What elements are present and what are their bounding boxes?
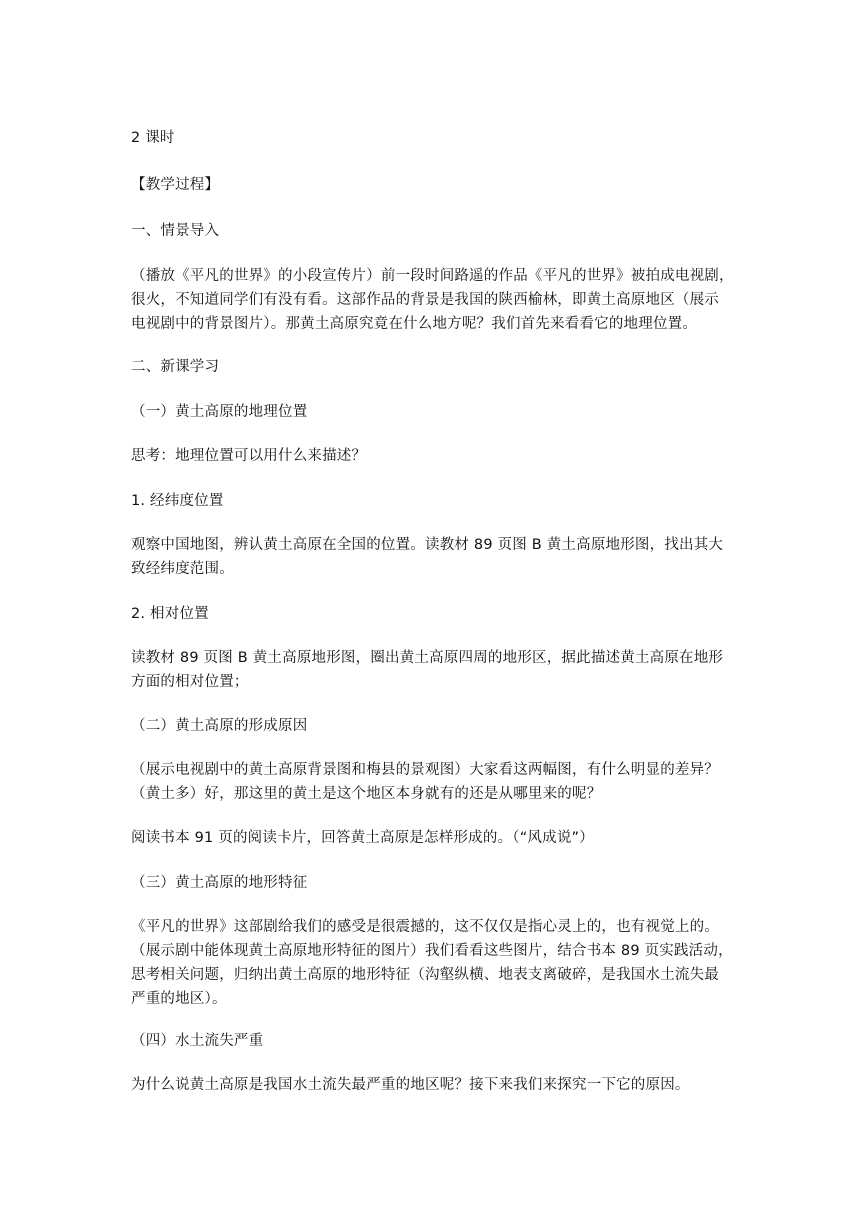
sub1-heading: （一）黄土高原的地理位置	[131, 404, 308, 420]
sub3-line: （展示剧中能体现黄土高原地形特征的图片）我们看看这些图片，结合书本 89 页实践活动，	[131, 943, 733, 959]
point1-line: 观察中国地图，辨认黄土高原在全国的位置。读教材 89 页图 B 黄土高原地形图，找出其大	[131, 537, 724, 553]
sub3-heading: （三）黄土高原的地形特征	[131, 875, 308, 891]
point1-line: 致经纬度范围。	[131, 561, 234, 577]
sub3-line: 思考相关问题，归纳出黄土高原的地形特征（沟壑纵横、地表支离破碎，是我国水土流失最	[131, 967, 719, 983]
intro-paragraph	[131, 264, 734, 336]
point2-line: 读教材 89 页图 B 黄土高原地形图，圈出黄土高原四周的地形区，据此描述黄土高原在地形	[131, 650, 724, 666]
sub3-line: 《平凡的世界》这部剧给我们的感受是很震撼的，这不仅仅是指心灵上的，也有视觉上的。	[131, 919, 719, 935]
point2-line: 方面的相对位置；	[131, 674, 249, 690]
sub3-paragraph	[131, 915, 731, 1011]
part2-heading: 二、新课学习	[131, 359, 220, 375]
point2-heading: 2. 相对位置	[131, 606, 209, 622]
sub2-paragraph	[131, 758, 731, 806]
intro-line: （播放《平凡的世界》的小段宣传片）前一段时间路遥的作品《平凡的世界》被拍成电视剧，	[131, 268, 734, 284]
sub4-paragraph: 为什么说黄土高原是我国水土流失最严重的地区呢？接下来我们来探究一下它的原因。	[131, 1077, 690, 1093]
section-heading: 【教学过程】	[131, 177, 220, 193]
sub4-heading: （四）水土流失严重	[131, 1033, 264, 1049]
sub3-line: 严重的地区）。	[131, 991, 227, 1007]
part1-heading: 一、情景导入	[131, 223, 220, 239]
point2-paragraph	[131, 646, 731, 694]
intro-line: 电视剧中的背景图片）。那黄土高原究竟在什么地方呢？我们首先来看看它的地理位置。	[131, 316, 698, 332]
reading-paragraph: 阅读书本 91 页的阅读卡片，回答黄土高原是怎样形成的。（“风成说”）	[131, 830, 594, 846]
point1-heading: 1. 经纬度位置	[131, 493, 224, 509]
think-question: 思考：地理位置可以用什么来描述？	[131, 448, 367, 464]
sub2-line: （展示电视剧中的黄土高原背景图和梅县的景观图）大家看这两幅图，有什么明显的差异？	[131, 762, 719, 778]
sub2-heading: （二）黄土高原的形成原因	[131, 718, 308, 734]
intro-line: 很火，不知道同学们有没有看。这部作品的背景是我国的陕西榆林，即黄土高原地区（展示	[131, 292, 719, 308]
point1-paragraph	[131, 533, 731, 581]
lesson-period: 2 课时	[131, 130, 175, 146]
sub2-line: （黄土多）好，那这里的黄土是这个地区本身就有的还是从哪里来的呢？	[131, 786, 602, 802]
